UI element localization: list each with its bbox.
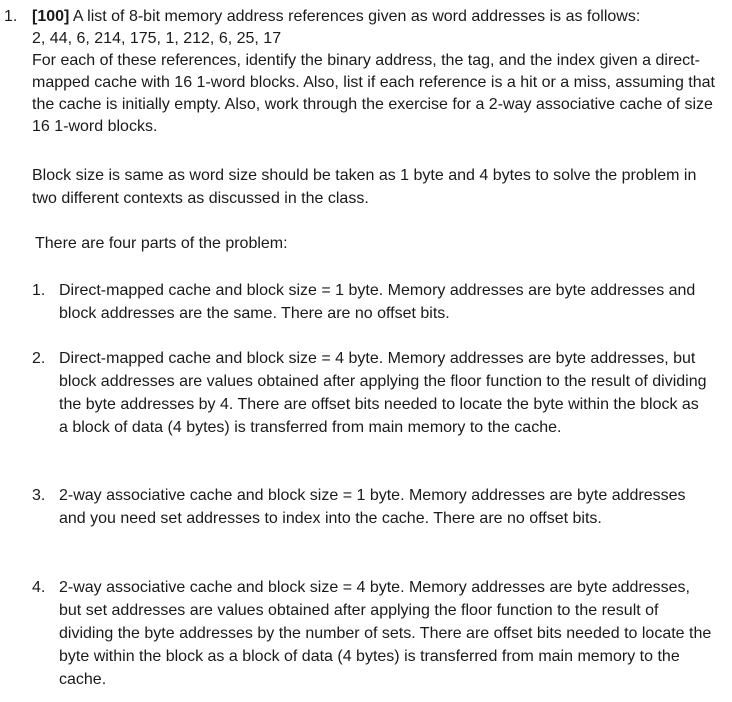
part-number: 3.	[32, 487, 46, 504]
question-points: [100]	[32, 8, 70, 25]
part-text: Direct-mapped cache and block size = 4 byte. Memory addresses are byte addresses, but block addresses are values obtained after applying the floor function to the result of dividing the byte addresses by 4. There are offset bits needed to locate the byte within the block as a block of data (4 bytes) is transferred from main memory to the cache.	[59, 350, 707, 436]
question-instructions: For each of these references, identify the binary address, the tag, and the index given a direct-mapped cache with 16 1-word blocks. Also, list if each reference is a hit or a miss, assuming that the cache is initially empty. Also, work through the exercise for a 2-way associative cache of size 16 1-word blocks.	[32, 52, 715, 135]
part-text: 2-way associative cache and block size = 4 byte. Memory addresses are byte addresses, but set addresses are values obtained after applying the floor function to the result of dividing the byte addresses by the number of sets. There are offset bits needed to locate the byte within the block as a block of data (4 bytes) is transferred from main memory to the cache.	[59, 579, 712, 688]
part-item	[32, 576, 712, 691]
part-text: Direct-mapped cache and block size = 1 byte. Memory addresses are byte addresses and block addresses are the same. There are no offset bits.	[59, 282, 696, 322]
question-number: 1.	[4, 8, 18, 25]
part-number: 4.	[32, 579, 46, 596]
part-number: 1.	[32, 282, 46, 299]
part-item	[32, 347, 712, 439]
question-intro-line	[32, 6, 722, 28]
part-number: 2.	[32, 350, 46, 367]
part-text: 2-way associative cache and block size = 1 byte. Memory addresses are byte addresses and you need set addresses to index into the cache. There are no offset bits.	[59, 487, 686, 527]
question-text	[32, 6, 722, 138]
address-list: 2, 44, 6, 214, 175, 1, 212, 6, 25, 17	[32, 30, 282, 47]
block-size-note: Block size is same as word size should be taken as 1 byte and 4 bytes to solve the problem in two different contexts as discussed in the class.	[32, 167, 697, 207]
parts-intro: There are four parts of the problem:	[35, 235, 288, 252]
question-intro: A list of 8-bit memory address references given as word addresses is as follows:	[69, 8, 641, 25]
part-item	[32, 484, 712, 530]
part-item	[32, 279, 712, 325]
